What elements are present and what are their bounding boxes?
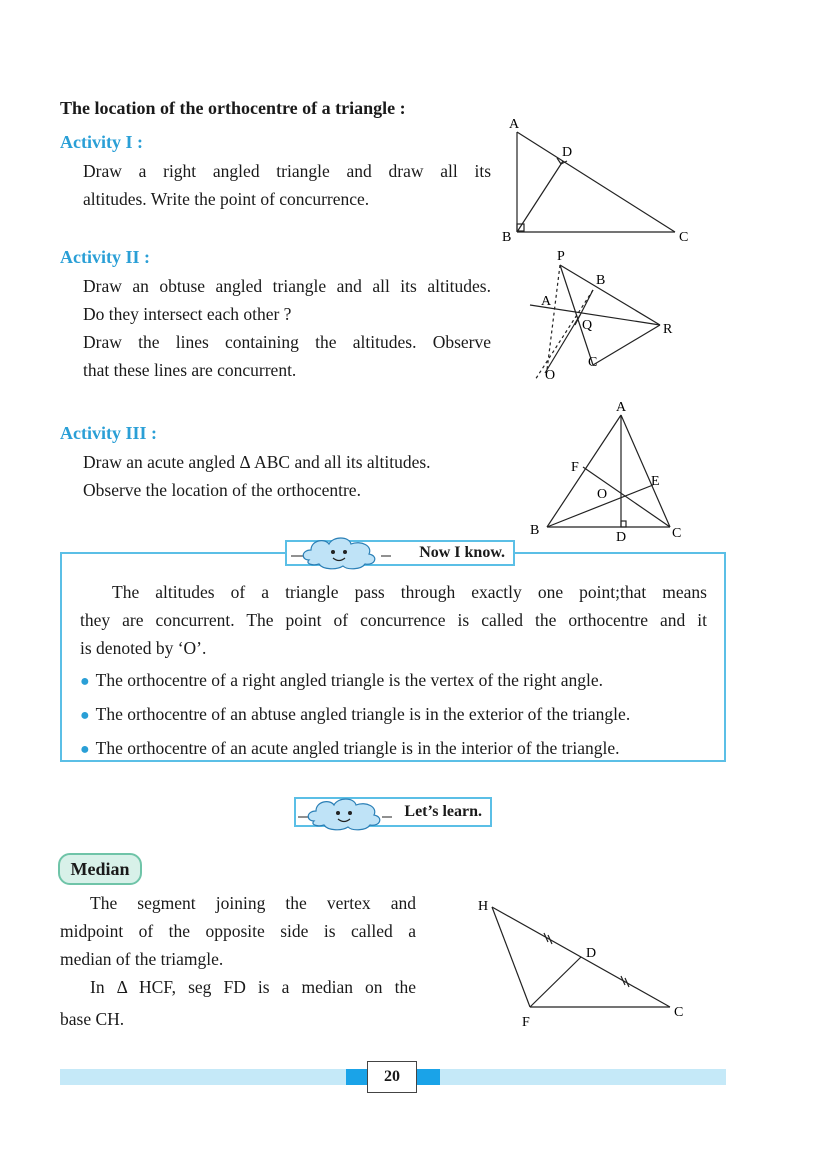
label-o: O xyxy=(545,368,556,383)
side-pq-ext xyxy=(560,265,593,365)
label-f: F xyxy=(571,460,579,475)
bullet-text: The orthocentre of an acute angled triangle is in the interior of the triangle. xyxy=(95,738,620,758)
now-i-know-box xyxy=(60,552,726,762)
label-d: D xyxy=(586,946,597,961)
activity-2-line: Draw an obtuse angled triangle and all its altitudes. xyxy=(83,276,491,296)
label-a: A xyxy=(541,294,552,309)
bullet-icon: ● xyxy=(80,673,90,690)
activity-3-line: Draw an acute angled Δ ABC and all its altitudes. xyxy=(83,452,431,472)
activity-1-line: Draw a right angled triangle and draw all its xyxy=(83,161,491,181)
activity-2-line: Do they intersect each other ? xyxy=(83,304,292,324)
label-h: H xyxy=(478,899,489,914)
lets-learn-badge xyxy=(294,797,492,827)
activity-2-line: that these lines are concurrent. xyxy=(83,360,297,380)
label-a: A xyxy=(616,400,627,415)
now-i-know-label: Now I know. xyxy=(419,544,505,561)
label-p: P xyxy=(557,249,565,264)
note-line: they are concurrent. The point of concurrence is called the orthocentre and it xyxy=(80,610,707,630)
altitude-ext xyxy=(547,265,560,370)
activity-3-text xyxy=(83,448,491,504)
label-d: D xyxy=(562,145,573,160)
label-a: A xyxy=(509,117,520,132)
tick-mark xyxy=(621,976,625,985)
activity-1-text xyxy=(83,157,491,213)
figure-obtuse-triangle xyxy=(505,245,690,395)
label-d: D xyxy=(616,530,627,545)
label-c: C xyxy=(679,230,689,245)
now-i-know-content xyxy=(80,578,707,764)
cloud-icon xyxy=(298,793,394,831)
bullet-icon: ● xyxy=(80,707,90,724)
label-c: C xyxy=(674,1005,684,1020)
side-ac xyxy=(517,132,675,232)
median-line: median of the triamgle. xyxy=(60,949,224,969)
section-heading: The location of the orthocentre of a triangle : xyxy=(60,98,406,118)
label-r: R xyxy=(663,322,673,337)
label-q: Q xyxy=(582,318,593,333)
median-text xyxy=(60,889,416,1033)
bullet-item xyxy=(80,700,707,730)
side-qr xyxy=(593,325,660,365)
bullet-icon: ● xyxy=(80,741,90,758)
median-line: midpoint of the opposite side is called a xyxy=(60,921,416,941)
side-pr xyxy=(560,265,660,325)
label-b: B xyxy=(596,273,606,288)
activity-1-line: altitudes. Write the point of concurrence. xyxy=(83,189,370,209)
bullet-text: The orthocentre of an abtuse angled triangle is in the exterior of the triangle. xyxy=(95,704,631,724)
cloud-icon xyxy=(291,534,391,570)
label-f: F xyxy=(522,1015,530,1030)
median-fd xyxy=(530,957,581,1007)
activity-2-title: Activity II : xyxy=(60,247,150,267)
activity-1-title: Activity I : xyxy=(60,132,143,152)
lets-learn-label: Let’s learn. xyxy=(404,803,482,820)
label-b: B xyxy=(502,230,512,245)
note-line: The altitudes of a triangle pass through exactly one point;that means xyxy=(112,582,707,602)
activity-3-title: Activity III : xyxy=(60,423,157,443)
median-line: base CH. xyxy=(60,1009,125,1029)
tick-mark xyxy=(548,935,552,944)
altitude-bd xyxy=(517,161,563,232)
label-b: B xyxy=(530,523,540,538)
now-i-know-badge xyxy=(285,540,515,566)
right-angle-mark xyxy=(621,521,626,527)
bullet-text: The orthocentre of a right angled triangle is the vertex of the right angle. xyxy=(95,670,603,690)
page-number: 20 xyxy=(367,1061,417,1093)
label-c: C xyxy=(588,355,598,370)
bullet-item xyxy=(80,666,707,696)
figure-median-triangle xyxy=(470,895,690,1035)
median-line: The segment joining the vertex and xyxy=(90,893,416,913)
activity-2-text xyxy=(83,272,491,384)
label-o: O xyxy=(597,487,608,502)
side-ab xyxy=(547,415,621,527)
bullet-item xyxy=(80,734,707,764)
median-title: Median xyxy=(58,853,142,885)
label-c: C xyxy=(672,526,682,541)
side-hf xyxy=(492,907,530,1007)
activity-3-line: Observe the location of the orthocentre. xyxy=(83,480,361,500)
median-line: In Δ HCF, seg FD is a median on the xyxy=(90,977,416,997)
label-e: E xyxy=(651,474,660,489)
figure-right-triangle xyxy=(495,110,705,250)
figure-acute-triangle xyxy=(525,397,695,547)
activity-2-line: Draw the lines containing the altitudes. Observe xyxy=(83,332,491,352)
note-line: is denoted by ‘O’. xyxy=(80,638,207,658)
